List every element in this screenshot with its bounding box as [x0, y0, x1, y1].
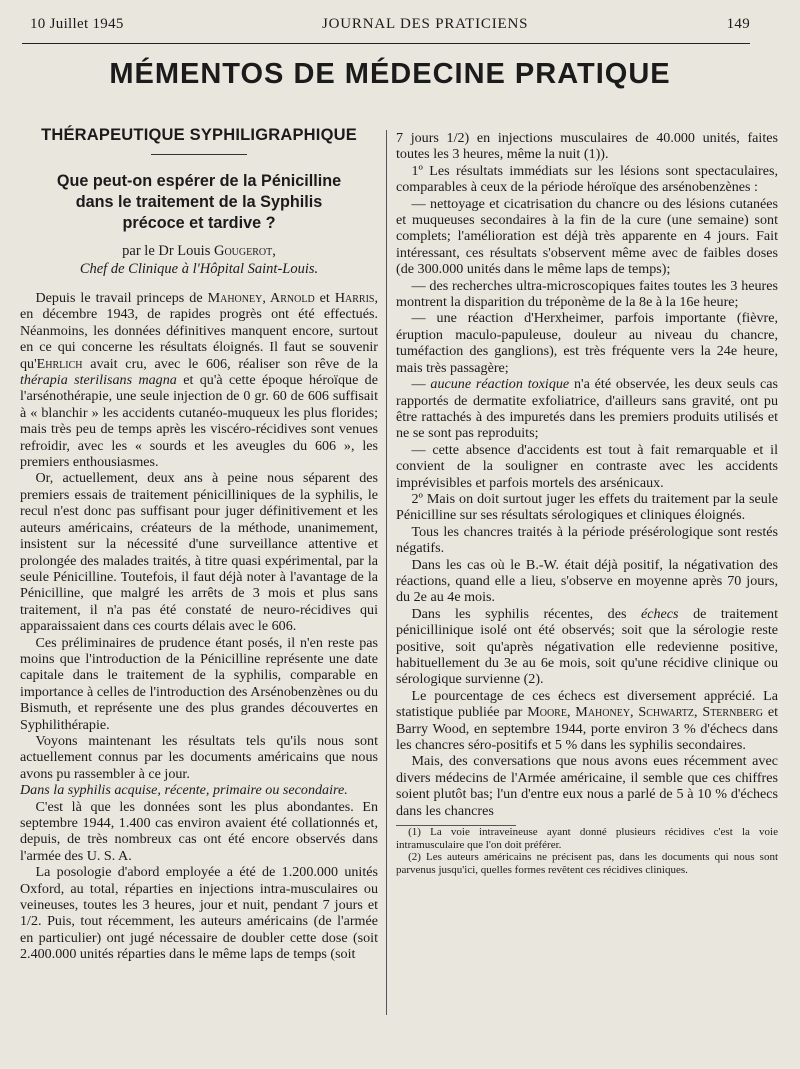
author-affiliation: Chef de Clinique à l'Hôpital Saint-Louis. — [79, 261, 319, 277]
byline-prefix: par le Dr Louis — [122, 243, 211, 259]
header-date: 10 Juillet 1945 — [30, 16, 124, 32]
paragraph: Tous les chancres traités à la période présérologique sont restés négatifs. — [396, 523, 778, 557]
paragraph: Mais, des conversations que nous avons eues récemment avec divers médecins de l'Armée américaine, il semble que ces chiffres soient plutôt bas; l'un d'entre eux nous a parlé de 5 à 10 % d'échecs dans les chancres — [396, 753, 778, 819]
paragraph: — nettoyage et cicatrisation du chancre ou des lésions cutanées et muqueuses secondaires à la fin de la cure (une semaine) sont complets; l'amélioration est déjà très apparente en 4 jours. Fait intéressant, ces résultats s'observent même avec de faibles doses (de 300.000 unités dans le même laps de temps); — [396, 195, 778, 278]
paragraph: — une réaction d'Herxheimer, parfois importante (fièvre, éruption maculo-papuleuse, douleur au niveau du chancre, tuméfaction des ganglions), est très fréquente vers la 24e heure, mais très passagère; — [396, 310, 778, 376]
section-rule — [151, 154, 247, 155]
header-rule — [22, 43, 750, 44]
paragraph: 2º Mais on doit surtout juger les effets du traitement par la seule Pénicilline sur ses résultats sérologiques et cliniques éloignés. — [396, 490, 778, 524]
left-column — [20, 125, 378, 963]
article-title — [20, 171, 378, 234]
paragraph: Dans les cas où le B.-W. était déjà positif, la négativation des réactions, quand elle a lieu, s'observe en moyenne après 70 jours, du 2e au 4e mois. — [396, 556, 778, 606]
paragraph: C'est là que les données sont les plus abondantes. En septembre 1944, 1.400 cas environ avaient été collationnés et, depuis, de très nombreux cas ont été encore observés dans l'armée des U. S. A. — [20, 798, 378, 864]
article-title-line: dans le traitement de la Syphilis — [75, 193, 323, 211]
paragraph: 1º Les résultats immédiats sur les lésions sont spectaculaires, comparables à ceux de la période héroïque des arsénobenzènes : — [396, 162, 778, 196]
paragraph: Depuis le travail princeps de Mahoney, Arnold et Harris, en décembre 1943, de rapides progrès ont été effectués. Néanmoins, les données définitives manquent encore, surtout en ce qui concerne les résultats éloignés. Il faut se souvenir qu'Ehrlich avait cru, avec le 606, réaliser son rêve de la thérapia sterilisans magna et qu'à cette époque héroïque de l'arsénothérapie, une seule injection de 0 gr. 60 de 606 suffisait à « blanchir » les accidents cutanéo-muqueux les plus florides; mais très peu de temps après les viscéro-récidives sont venues refroidir, avec les « sourds et les aveugles du 606 », les premiers enthousiasmes. — [20, 290, 378, 471]
paragraph: Dans les syphilis récentes, des échecs de traitement pénicillinique isolé ont été observés; soit que la sérologie reste positive, soit qu'après négativation elle redevienne positive, habituellement du 3e au 6e mois, soit qu'une récidive clinique ou sérologique survienne (2). — [396, 605, 779, 688]
article-title-line: Que peut-on espérer de la Pénicilline — [56, 172, 342, 190]
running-header — [30, 16, 750, 42]
author-name: Gougerot, — [213, 243, 276, 259]
paragraph: Le pourcentage de ces échecs est diversement apprécié. La statistique publiée par Moore, Mahoney, Schwartz, Sternberg et Barry Wood, en septembre 1944, porte environ 3 % d'échecs dans les chancres séro-positifs et 5 % dans les syphilis secondaires. — [396, 687, 779, 754]
footnote: (1) La voie intraveineuse ayant donné plusieurs récidives c'est la voie intramusculaire que l'on doit préférer. — [396, 826, 778, 851]
article-title-line: précoce et tardive ? — [122, 214, 276, 232]
paragraph: — des recherches ultra-microscopiques faites toutes les 3 heures montrent la disparition du tréponème de la 8e à la 16e heure; — [396, 277, 778, 311]
paragraph: Ces préliminaires de prudence étant posés, il n'en reste pas moins que l'introduction de la Pénicilline représente une date capitale dans le traitement de la syphilis, comparable en importance à celles de l'introduction des Arsénobenzènes ou du Bismuth, et représente une des plus grandes découvertes en Syphilithérapie. — [20, 634, 378, 733]
main-title: MÉMENTOS DE MÉDECINE PRATIQUE — [109, 58, 671, 90]
right-column — [396, 130, 778, 876]
column-divider — [386, 130, 387, 1015]
paragraph: Or, actuellement, deux ans à peine nous séparent des premiers essais de traitement pénicilliniques de la syphilis, le recul n'est donc pas suffisant pour juger définitivement et les auteurs américains, créateurs de la méthode, unanimement, insistent sur la nécessité d'une surveillance attentive et prolongée des malades traités, à titre quasi expérimental, par la seule Pénicilline. Toutefois, il faut déjà noter à l'avantage de la Pénicilline, que malgré les arrêts de 3 mois et plus sans traitement, il n'a pas été constaté de neuro-récidives qui apparaissaient dans ces courts délais avec le 606. — [20, 470, 378, 635]
section-title: THÉRAPEUTIQUE SYPHILIGRAPHIQUE — [41, 126, 357, 144]
paragraph: 7 jours 1/2) en injections musculaires de 40.000 unités, faites toutes les 3 heures, même la nuit (1)). — [396, 130, 778, 163]
header-page-number: 149 — [726, 16, 750, 32]
header-journal: JOURNAL DES PRATICIENS — [322, 16, 529, 32]
byline — [20, 242, 378, 260]
paragraph: Voyons maintenant les résultats tels qu'ils nous sont actuellement connus par les documents américains que nous avons pu rassembler à ce jour. — [20, 732, 378, 782]
paragraph: — cette absence d'accidents est tout à fait remarquable et il convient de la souligner en contraste avec les accidents imprévisibles et parfois mortels des arsénicaux. — [396, 441, 778, 491]
paragraph: La posologie d'abord employée a été de 1.200.000 unités Oxford, au total, réparties en injections intra-musculaires ou veineuses, toutes les 3 heures, jour et nuit, pendant 7 jours et 1/2. Puis, tout récemment, les auteurs américains (de l'armée en particulier) ont jugé nécessaire de doubler cette dose (soit 2.400.000 unités réparties dans le même laps de temps (soit — [20, 864, 378, 963]
paragraph: — aucune réaction toxique n'a été observée, les deux seuls cas rapportés de dermatite exfoliatrice, d'ailleurs sans gravité, ont pu être rattachés à des impuretés dans les premiers produits utilisés et ne se sont pas reproduits; — [396, 376, 778, 442]
footnote: (2) Les auteurs américains ne précisent pas, dans les documents qui nous sont parvenus jusqu'ici, quelles formes revêtent ces récidives cliniques. — [396, 851, 778, 876]
subheading: Dans la syphilis acquise, récente, primaire ou secondaire. — [20, 782, 348, 799]
